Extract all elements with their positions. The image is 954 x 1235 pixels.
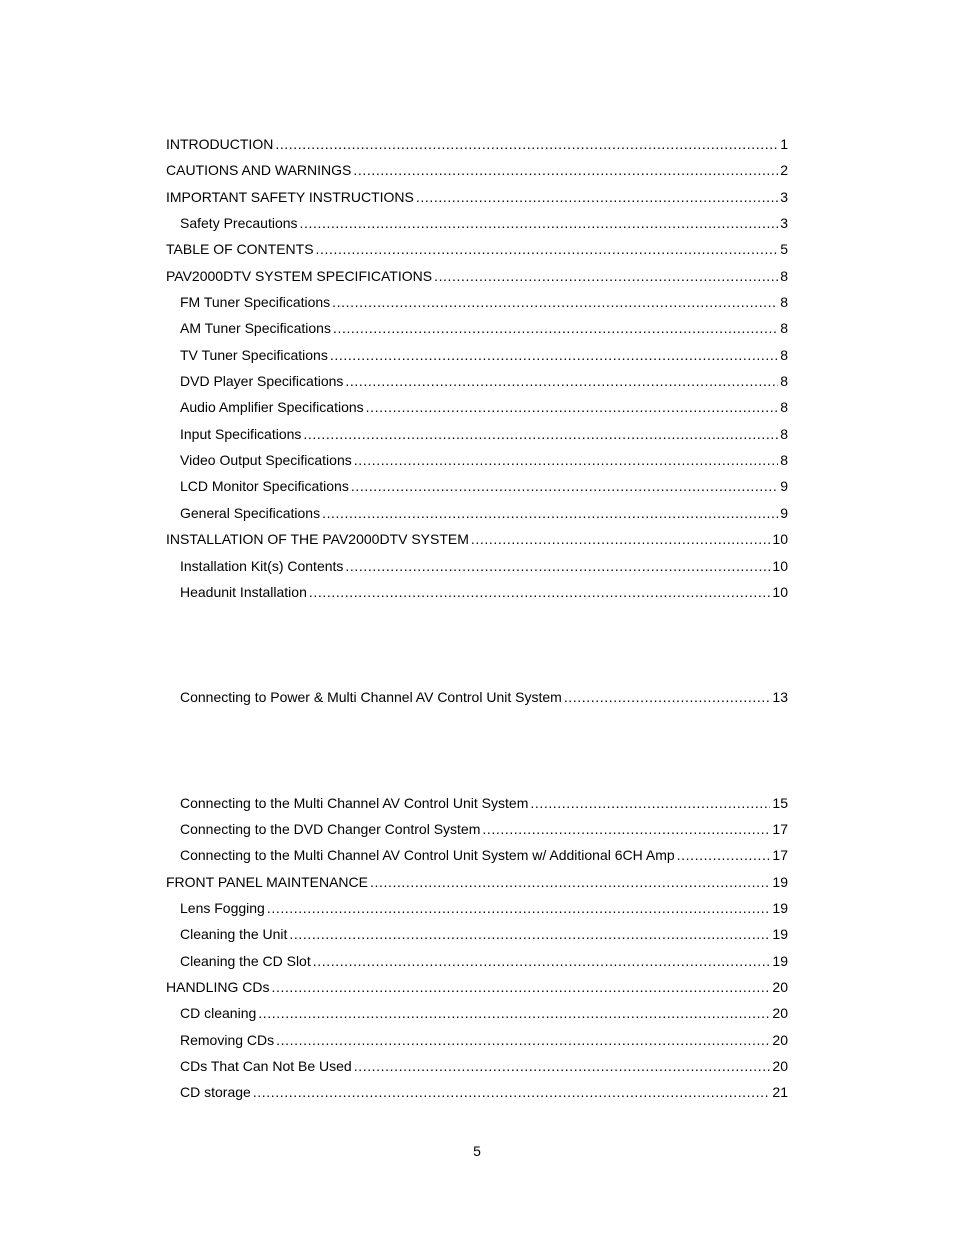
toc-entry-tv-tuner-specifications[interactable] [166, 342, 788, 368]
toc-entry-audio-amplifier-specifications[interactable] [166, 394, 788, 420]
toc-entry-label: CD cleaning [180, 1005, 257, 1022]
toc-entry-page: 8 [780, 399, 788, 416]
toc-entry-cd-storage[interactable] [166, 1079, 788, 1105]
toc-entry-page: 17 [772, 847, 788, 864]
toc-entry-page: 10 [772, 531, 788, 548]
toc-entry-label: TV Tuner Specifications [180, 346, 328, 363]
toc-entry-page: 2 [780, 162, 788, 179]
toc-entry-label: PAV2000DTV SYSTEM SPECIFICATIONS [166, 267, 433, 284]
toc-entry-page: 19 [772, 899, 788, 916]
dot-leader [289, 921, 770, 947]
toc-entry-label: AM Tuner Specifications [180, 320, 331, 337]
dot-leader [316, 236, 779, 262]
toc-entry-label: Cleaning the Unit [180, 926, 288, 943]
toc-entry-label: CD storage [180, 1084, 251, 1101]
toc-entry-page: 8 [780, 320, 788, 337]
toc-entry-label: FM Tuner Specifications [180, 294, 331, 311]
toc-entry-cleaning-the-unit[interactable] [166, 921, 788, 947]
toc-entry-page: 8 [780, 267, 788, 284]
dot-leader [416, 184, 778, 210]
toc-entry-page: 9 [780, 478, 788, 495]
dot-leader [276, 1027, 770, 1053]
toc-entry-page: 19 [772, 873, 788, 890]
dot-leader [366, 394, 779, 420]
toc-entry-cautions-and-warnings[interactable] [166, 157, 788, 183]
toc-entry-page: 3 [780, 215, 788, 232]
toc-entry-page: 9 [780, 504, 788, 521]
toc-entry-page: 8 [780, 346, 788, 363]
toc-entry-page: 19 [772, 926, 788, 943]
dot-leader [330, 342, 778, 368]
toc-entry-introduction[interactable] [166, 131, 788, 157]
toc-entry-label: INSTALLATION OF THE PAV2000DTV SYSTEM [166, 531, 469, 548]
toc-entry-page: 10 [772, 583, 788, 600]
dot-leader [271, 974, 770, 1000]
dot-leader [530, 790, 770, 816]
toc-entry-label: Connecting to Power & Multi Channel AV Control Unit System [180, 689, 562, 706]
toc-entry-label: Removing CDs [180, 1031, 275, 1048]
toc-entry-connecting-dvd-changer[interactable] [166, 816, 788, 842]
toc-entry-page: 8 [780, 425, 788, 442]
dot-leader [313, 948, 771, 974]
toc-entry-label: General Specifications [180, 504, 321, 521]
toc-entry-label: Headunit Installation [180, 583, 307, 600]
toc-entry-removing-cds[interactable] [166, 1027, 788, 1053]
toc-entry-page: 8 [780, 294, 788, 311]
toc-entry-page: 15 [772, 794, 788, 811]
toc-entry-label: CDs That Can Not Be Used [180, 1057, 352, 1074]
toc-entry-installation-kit-contents[interactable] [166, 553, 788, 579]
toc-entry-page: 20 [772, 1031, 788, 1048]
toc-entry-system-specifications[interactable] [166, 263, 788, 289]
toc-entry-label: Input Specifications [180, 425, 302, 442]
toc-entry-headunit-installation[interactable] [166, 579, 788, 605]
toc-entry-label: FRONT PANEL MAINTENANCE [166, 873, 368, 890]
toc-entry-page: 13 [772, 689, 788, 706]
dot-leader [564, 684, 771, 710]
toc-entry-cds-that-can-not-be-used[interactable] [166, 1053, 788, 1079]
toc-entry-page: 3 [780, 188, 788, 205]
toc-entry-label: INTRODUCTION [166, 136, 274, 152]
toc-entry-page: 20 [772, 1005, 788, 1022]
dot-leader [677, 842, 771, 868]
dot-leader [434, 263, 778, 289]
toc-entry-label: Safety Precautions [180, 215, 298, 232]
dot-leader [345, 553, 770, 579]
toc-entry-label: HANDLING CDs [166, 978, 270, 995]
toc-entry-label: Lens Fogging [180, 899, 265, 916]
toc-entry-dvd-player-specifications[interactable] [166, 368, 788, 394]
toc-entry-page: 8 [780, 373, 788, 390]
toc-entry-page: 10 [772, 557, 788, 574]
toc-entry-installation[interactable] [166, 526, 788, 552]
dot-leader [267, 895, 771, 921]
toc-entry-label: IMPORTANT SAFETY INSTRUCTIONS [166, 188, 414, 205]
dot-leader [482, 816, 770, 842]
toc-entry-label: Video Output Specifications [180, 452, 352, 469]
dot-leader [345, 368, 778, 394]
dot-leader [309, 579, 771, 605]
toc-entry-general-specifications[interactable] [166, 500, 788, 526]
dot-leader [370, 869, 770, 895]
dot-leader [258, 1000, 770, 1026]
dot-leader [303, 421, 778, 447]
toc-entry-page: 21 [772, 1084, 788, 1101]
toc-entry-label: DVD Player Specifications [180, 373, 344, 390]
dot-leader [275, 131, 778, 157]
toc-entry-page: 19 [772, 952, 788, 969]
toc-entry-input-specifications[interactable] [166, 421, 788, 447]
dot-leader [354, 447, 778, 473]
toc-entry-front-panel-maintenance[interactable] [166, 869, 788, 895]
toc-entry-label: CAUTIONS AND WARNINGS [166, 162, 352, 179]
toc-entry-label: Connecting to the DVD Changer Control System [180, 820, 481, 837]
toc-entry-handling-cds[interactable] [166, 974, 788, 1000]
toc-entry-am-tuner-specifications[interactable] [166, 315, 788, 341]
toc-entry-page: 1 [780, 136, 788, 152]
toc-entry-label: TABLE OF CONTENTS [166, 241, 314, 258]
page-number: 5 [473, 1143, 481, 1159]
dot-leader [322, 500, 778, 526]
toc-entry-page: 20 [772, 978, 788, 995]
dot-leader [353, 157, 778, 183]
toc-entry-label: Cleaning the CD Slot [180, 952, 311, 969]
toc-entry-page: 20 [772, 1057, 788, 1074]
toc-entry-label: LCD Monitor Specifications [180, 478, 349, 495]
toc-entry-cd-cleaning[interactable] [166, 1000, 788, 1026]
toc-entry-page: 8 [780, 452, 788, 469]
dot-leader [471, 526, 771, 552]
toc-entry-connecting-multi-channel[interactable] [166, 790, 788, 816]
dot-leader [300, 210, 779, 236]
toc-entry-label: Audio Amplifier Specifications [180, 399, 364, 416]
dot-leader [253, 1079, 771, 1105]
toc-entry-important-safety-instructions[interactable] [166, 184, 788, 210]
toc-entry-safety-precautions[interactable] [166, 210, 788, 236]
toc-entry-label: Connecting to the Multi Channel AV Control Unit System [180, 794, 529, 811]
toc-entry-page: 17 [772, 820, 788, 837]
toc-entry-connecting-to-power[interactable] [166, 684, 788, 710]
toc-entry-video-output-specifications[interactable] [166, 447, 788, 473]
toc-entry-label: Installation Kit(s) Contents [180, 557, 344, 574]
toc-entry-lcd-monitor-specifications[interactable] [166, 473, 788, 499]
toc-entry-cleaning-the-cd-slot[interactable] [166, 948, 788, 974]
toc-entry-table-of-contents[interactable] [166, 236, 788, 262]
toc-entry-page: 5 [780, 241, 788, 258]
toc-entry-label: Connecting to the Multi Channel AV Control Unit System w/ Additional 6CH Amp [180, 847, 675, 864]
toc-entry-connecting-additional-amp[interactable] [166, 842, 788, 868]
dot-leader [351, 473, 778, 499]
toc-entry-lens-fogging[interactable] [166, 895, 788, 921]
dot-leader [333, 315, 778, 341]
dot-leader [332, 289, 778, 315]
table-of-contents [166, 131, 788, 1106]
toc-entry-fm-tuner-specifications[interactable] [166, 289, 788, 315]
dot-leader [354, 1053, 771, 1079]
